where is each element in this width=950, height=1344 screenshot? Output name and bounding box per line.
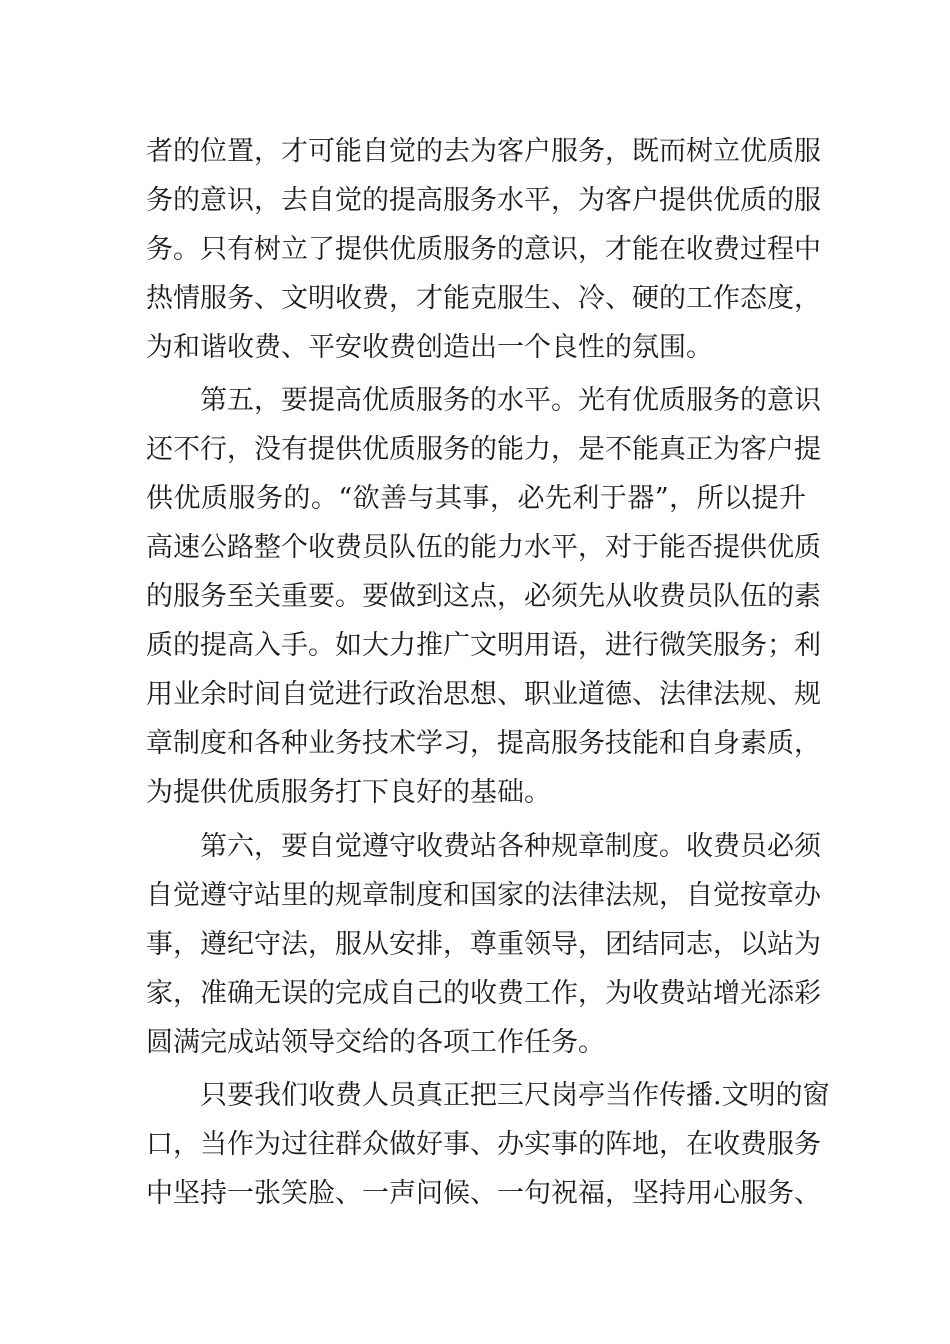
text-line: 务。只有树立了提供优质服务的意识，才能在收费过程中: [146, 234, 821, 265]
text-line: 还不行，没有提供优质服务的能力，是不能真正为客户提: [146, 434, 821, 465]
text-line: 为提供优质服务打下良好的基础。: [146, 777, 551, 808]
text-line: 热情服务、文明收费，才能克服生、冷、硬的工作态度，: [146, 283, 821, 314]
text-line: 家，准确无误的完成自己的收费工作，为收费站增光添彩: [146, 978, 821, 1009]
text-line: 务的意识，去自觉的提高服务水平，为客户提供优质的服: [146, 185, 821, 216]
text-line: 的服务至关重要。要做到这点，必须先从收费员队伍的素: [146, 581, 821, 612]
text-line: 为和谐收费、平安收费创造出一个良性的氛围。: [146, 332, 713, 363]
text-line: 供优质服务的。“欲善与其事，必先利于器”，所以提升: [146, 483, 806, 514]
paragraph-start-line: 第五，要提高优质服务的水平。光有优质服务的意识: [200, 385, 821, 416]
text-line: 中坚持一张笑脸、一声问候、一句祝福，坚持用心服务、: [146, 1178, 821, 1209]
text-line: 圆满完成站领导交给的各项工作任务。: [146, 1027, 605, 1058]
paragraph-start-line: 第六，要自觉遵守收费站各种规章制度。收费员必须: [200, 831, 821, 862]
text-line: 口，当作为过往群众做好事、办实事的阵地，在收费服务: [146, 1129, 821, 1160]
text-line: 章制度和各种业务技术学习，提高服务技能和自身素质，: [146, 728, 821, 759]
text-line: 高速公路整个收费员队伍的能力水平，对于能否提供优质: [146, 532, 821, 563]
text-line: 者的位置，才可能自觉的去为客户服务，既而树立优质服: [146, 136, 821, 167]
text-line: 用业余时间自觉进行政治思想、职业道德、法律法规、规: [146, 679, 821, 710]
text-line: 质的提高入手。如大力推广文明用语，进行微笑服务；利: [146, 630, 821, 661]
paragraph-start-line: 只要我们收费人员真正把三尺岗亭当作传播.文明的窗: [200, 1080, 830, 1111]
text-line: 自觉遵守站里的规章制度和国家的法律法规，自觉按章办: [146, 880, 821, 911]
text-line: 事，遵纪守法，服从安排，尊重领导，团结同志，以站为: [146, 929, 821, 960]
